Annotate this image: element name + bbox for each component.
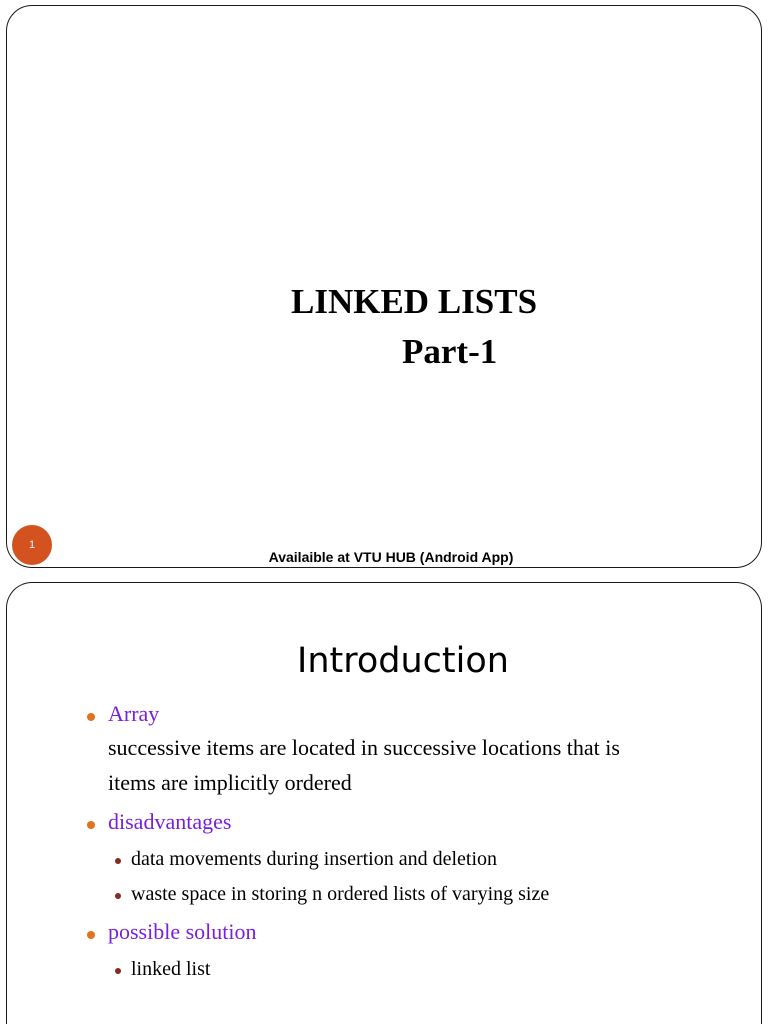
- sub-bullet-dot-icon: [115, 968, 121, 974]
- footer-note: Availaible at VTU HUB (Android App): [268, 549, 514, 565]
- sub-bullet-dot-icon: [115, 893, 121, 899]
- bullet-label: disadvantages: [108, 809, 232, 834]
- slide-title: [6, 5, 762, 568]
- bullet-dot-icon: [87, 931, 95, 939]
- slide-title-line2: Part-1: [402, 332, 498, 371]
- sub-bullet-text: data movements during insertion and deletion: [131, 848, 498, 870]
- bullet-label: possible solution: [108, 919, 257, 944]
- slide-title-line1: LINKED LISTS: [291, 282, 538, 321]
- sub-bullet-dot-icon: [115, 858, 121, 864]
- bullet-dot-icon: [87, 821, 95, 829]
- bullet-label: Array: [108, 701, 160, 726]
- bullet-body-line: items are implicitly ordered: [108, 770, 352, 795]
- sub-bullet-text: linked list: [131, 958, 211, 980]
- bullet-dot-icon: [87, 713, 95, 721]
- bullet-body-line: successive items are located in successive locations that is: [108, 735, 620, 760]
- page-number-badge: 1: [12, 525, 52, 565]
- sub-bullet-text: waste space in storing n ordered lists of varying size: [131, 883, 550, 905]
- slide-introduction: [6, 582, 762, 1024]
- slide-heading: Introduction: [297, 641, 509, 681]
